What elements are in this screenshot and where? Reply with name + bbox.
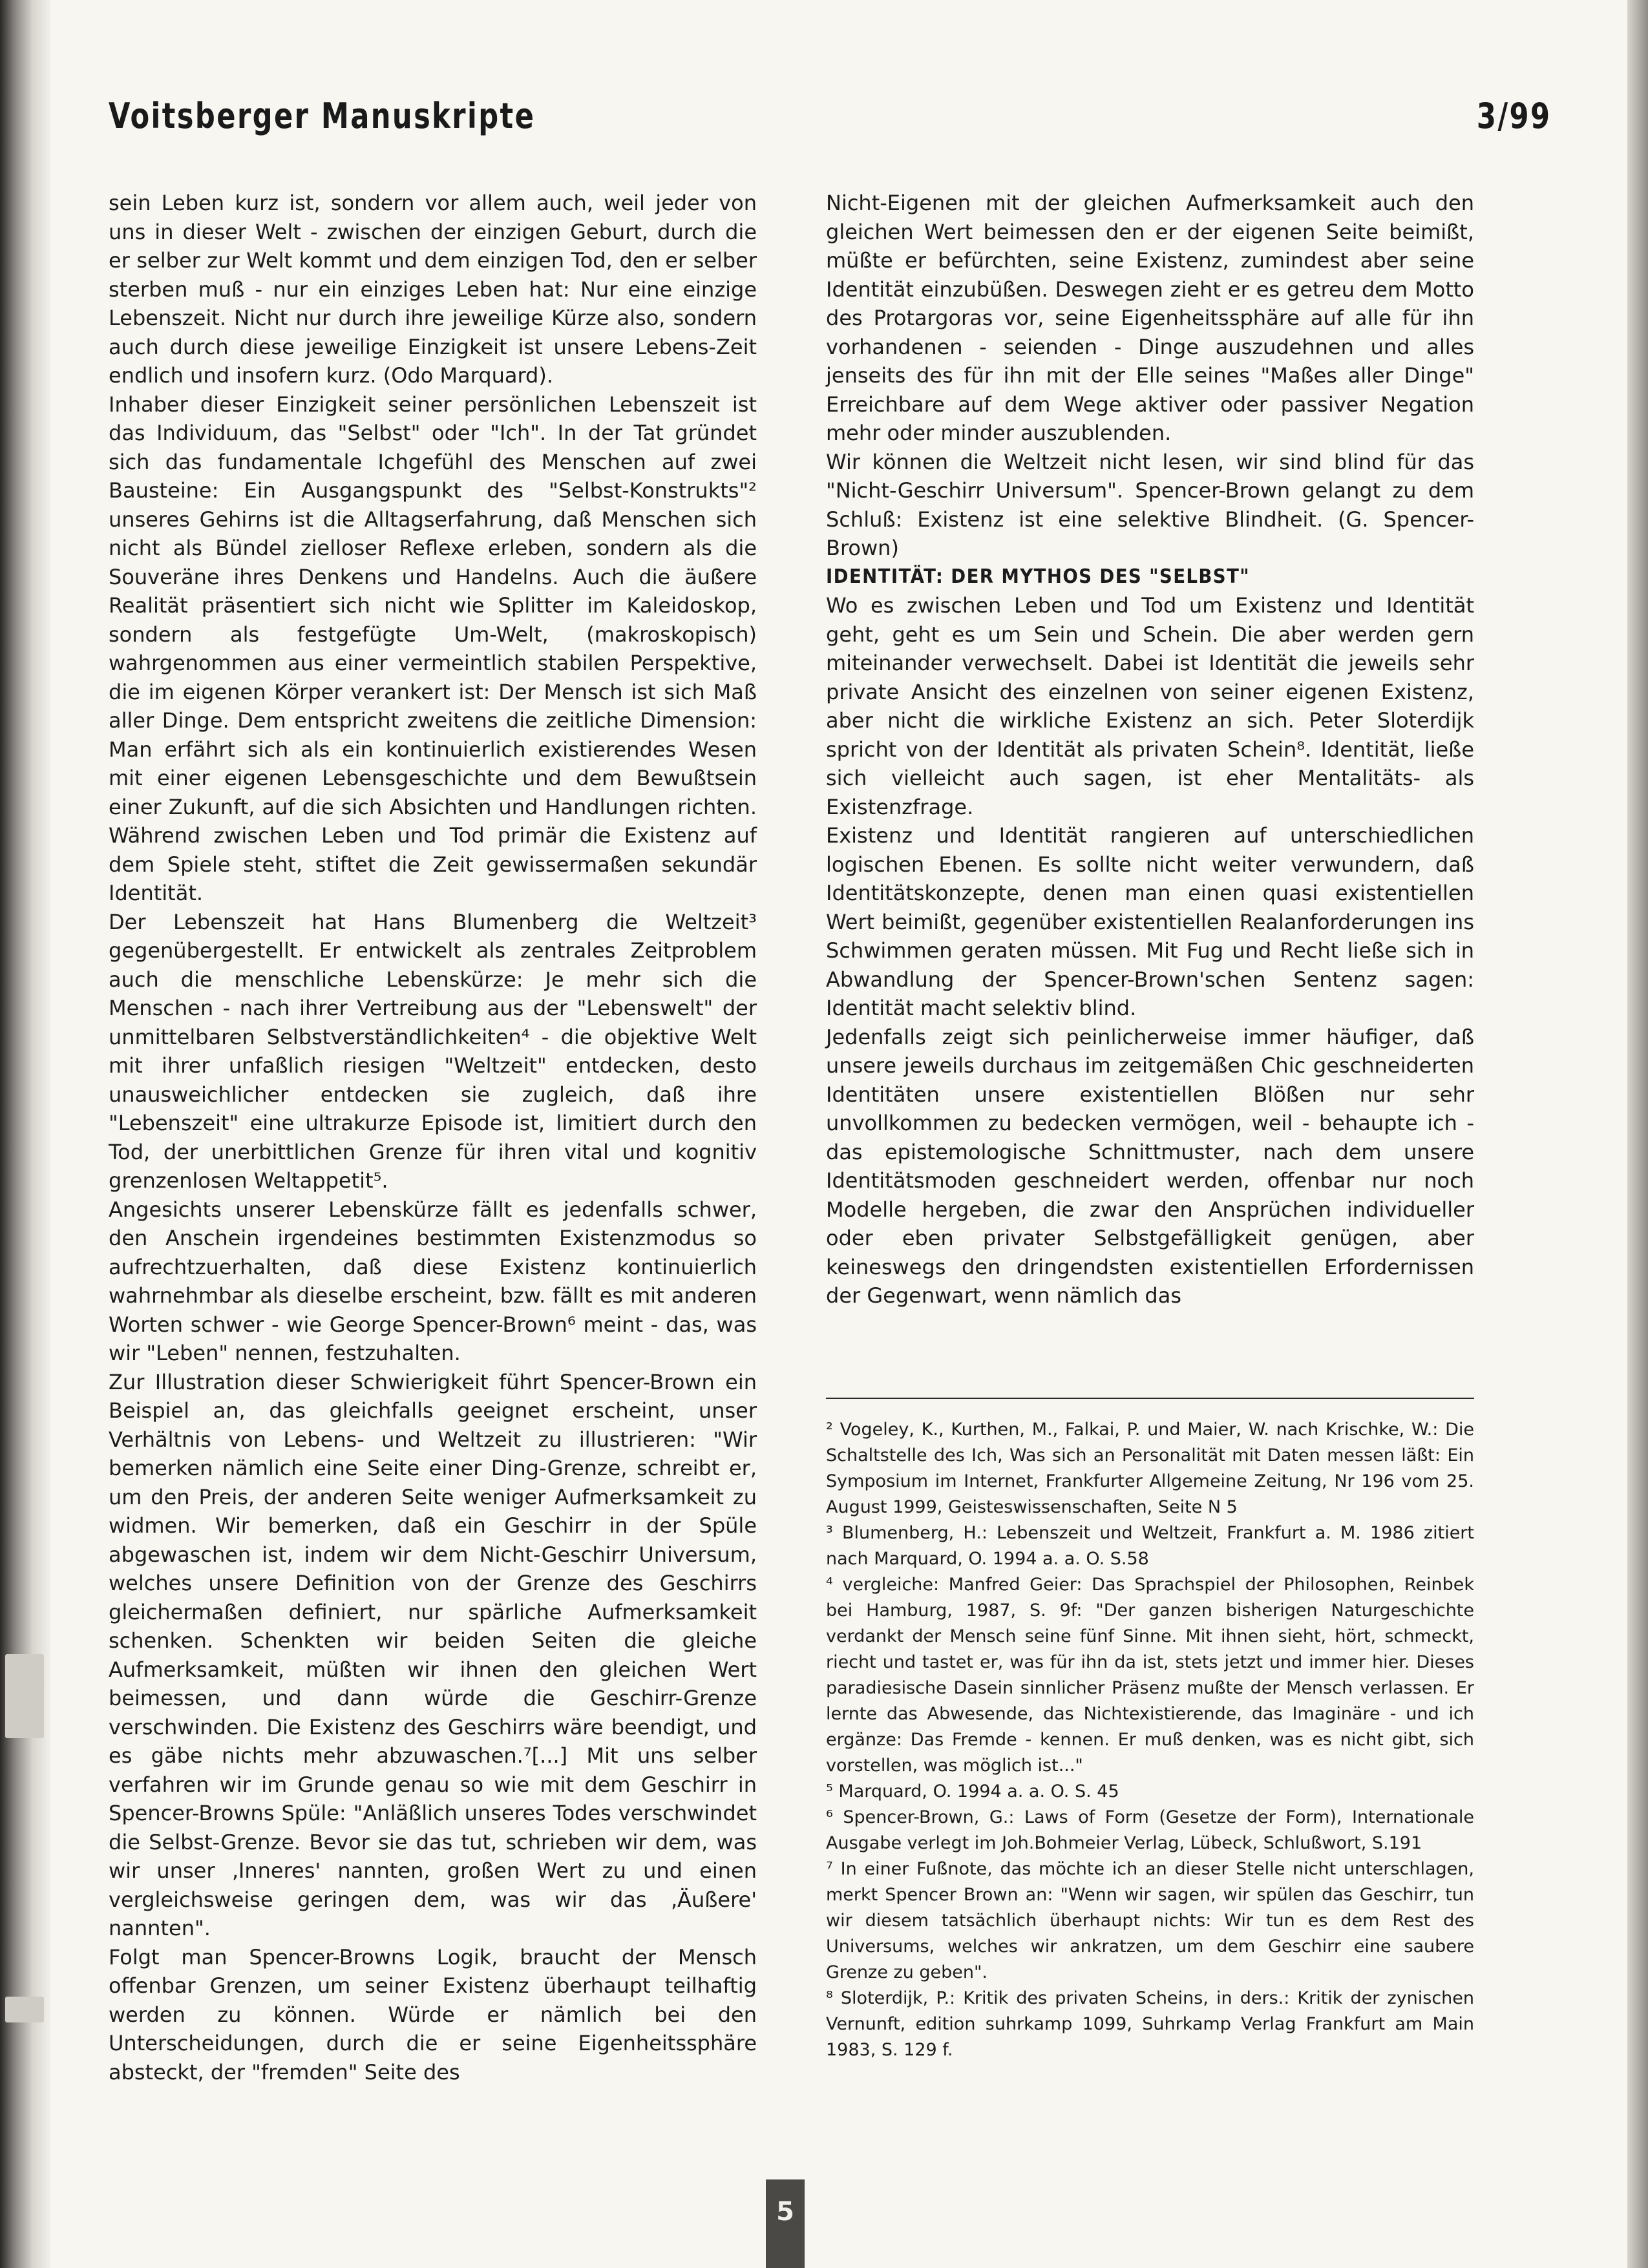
page-edge: [1627, 0, 1648, 2268]
footnote-divider: [826, 1398, 1474, 1399]
right-column: [826, 189, 1474, 1310]
binding-clip: [5, 1654, 44, 1738]
footnote: ⁴ vergleiche: Manfred Geier: Das Sprachspiel der Philosophen, Reinbek bei Hamburg, 1987, S. 9f: "Der ganzen bisherigen Naturgeschichte verdankt der Mensch seine fünf Sinne. Mit ihnen sieht, hört, schmeckt, riecht und tastet er, was für ihn da ist, stets jetzt und immer hier. Dieses paradiesische Dasein sinnlicher Präsenz mußte der Mensch verlassen. Er lernte das Abwesende, das Nichtexistierende, das Imaginäre - und ich ergänze: Das Fremde - kennen. Er muß denken, was es nicht gibt, sich vorstellen, was möglich ist...": [826, 1575, 1474, 1776]
page-number: 5: [766, 2179, 805, 2268]
paragraph: Jedenfalls zeigt sich peinlicherweise immer häufiger, daß unsere jeweils durchaus im zeitgemäßen Chic geschneiderten Identitäten unsere existentiellen Blößen nur sehr unvollkommen zu bedecken vermögen, weil - behaupte ich - das epistemologische Schnittmuster, nach dem unsere Identitätsmoden geschneidert werden, offenbar nur noch Modelle hergeben, die zwar den Ansprüchen individueller oder eben privater Selbstgefälligkeit genügen, aber keineswegs den dringendsten existentiellen Erfordernissen der Gegenwart, wenn nämlich das: [826, 1024, 1474, 1308]
paragraph: Nicht-Eigenen mit der gleichen Aufmerksamkeit auch den gleichen Wert beimessen den er der eigenen Seite beimißt, müßte er befürchten, seine Existenz, zumindest aber seine Identität einzubüßen. Deswegen zieht er es getreu dem Motto des Protargoras vor, seine Eigenheitssphäre auf alle für ihn vorhandenen - seienden - Dinge auszudehnen und alles jenseits des für ihn mit der Elle seines "Maßes aller Dinge" Erreichbare auf dem Wege aktiver oder passiver Negation mehr oder minder auszublenden.: [826, 191, 1474, 445]
paragraph: Der Lebenszeit hat Hans Blumenberg die Weltzeit³ gegenübergestellt. Er entwickelt als zentrales Zeitproblem auch die menschliche Lebenskürze: Je mehr sich die Menschen - nach ihrer Vertreibung aus der "Lebenswelt" der unmittelbaren Selbstverständlichkeiten⁴ - die objektive Welt mit ihrer unfaßlich riesigen "Weltzeit" entdecken, desto unausweichlicher entdecken sie zugleich, daß ihre "Lebenszeit" eine ultrakurze Episode ist, limitiert durch den Tod, der unerbittlichen Grenze für ihren vital und kognitiv grenzenlosen Weltappetit⁵.: [109, 909, 757, 1193]
footnote: ⁶ Spencer-Brown, G.: Laws of Form (Gesetze der Form), Internationale Ausgabe verlegt im Joh.Bohmeier Verlag, Lübeck, Schlußwort, S.191: [826, 1807, 1474, 1853]
paragraph: Inhaber dieser Einzigkeit seiner persönlichen Lebenszeit ist das Individuum, das "Selbst" oder "Ich". In der Tat gründet sich das fundamentale Ichgefühl des Menschen auf zwei Bausteine: Ein Ausgangspunkt des "Selbst-Konstrukts"² unseres Gehirns ist die Alltagserfahrung, daß Menschen sich nicht als Bündel zielloser Reflexe erleben, sondern als die Souveräne ihres Denkens und Handelns. Auch die äußere Realität präsentiert sich nicht wie Splitter im Kaleidoskop, sondern als festgefügte Um-Welt, (makroskopisch) wahrgenommen aus einer vermeintlich stabilen Perspektive, die im eigenen Körper verankert ist: Der Mensch ist sich Maß aller Dinge. Dem entspricht zweitens die zeitliche Dimension: Man erfährt sich als ein kontinuierlich existierendes Wesen mit einer eigenen Lebensgeschichte und dem Bewußtsein einer Zukunft, auf die sich Absichten und Handlungen richten. Während zwischen Leben und Tod primär die Existenz auf dem Spiele steht, stiftet die Zeit gewissermaßen sekundär Identität.: [109, 392, 757, 905]
section-heading: IDENTITÄT: DER MYTHOS DES "SELBST": [826, 565, 1251, 588]
paragraph: Wir können die Weltzeit nicht lesen, wir sind blind für das "Nicht-Geschirr Universum". Spencer-Brown gelangt zu dem Schluß: Existenz ist eine selektive Blindheit. (G. Spencer-Brown): [826, 449, 1474, 560]
left-column: [109, 189, 757, 2086]
footnote: ⁸ Sloterdijk, P.: Kritik des privaten Scheins, in ders.: Kritik der zynischen Vernunft, edition suhrkamp 1099, Suhrkamp Verlag Frankfurt am Main 1983, S. 129 f.: [826, 1988, 1474, 2060]
footnote: ⁵ Marquard, O. 1994 a. a. O. S. 45: [826, 1781, 1119, 1801]
journal-title: Voitsberger Manuskripte: [109, 96, 536, 136]
book-binding: [0, 0, 50, 2268]
issue-number: 3/99: [1476, 96, 1551, 136]
paragraph: Existenz und Identität rangieren auf unterschiedlichen logischen Ebenen. Es sollte nicht weiter verwundern, daß Identitätskonzepte, denen man einen quasi existentiellen Wert beimißt, gegenüber existentiellen Realanforderungen ins Schwimmen geraten müssen. Mit Fug und Recht ließe sich in Abwandlung der Spencer-Brown'schen Sentenz sagen: Identität macht selektiv blind.: [826, 823, 1474, 1020]
paragraph: Folgt man Spencer-Browns Logik, braucht der Mensch offenbar Grenzen, um seiner Existenz überhaupt teilhaftig werden zu können. Würde er nämlich bei den Unterscheidungen, durch die er seine Eigenheitssphäre absteckt, der "fremden" Seite des: [109, 1944, 757, 2084]
paragraph: Wo es zwischen Leben und Tod um Existenz und Identität geht, geht es um Sein und Schein. Die aber werden gern miteinander verwechselt. Dabei ist Identität die jeweils sehr private Ansicht des einzelnen von seiner eigenen Existenz, aber nicht die wirkliche Existenz an sich. Peter Sloterdijk spricht von der Identität als privaten Schein⁸. Identität, ließe sich vielleicht auch sagen, ist eher Mentalitäts- als Existenzfrage.: [826, 593, 1474, 819]
paragraph: Angesichts unserer Lebenskürze fällt es jedenfalls schwer, den Anschein irgendeines bestimmten Existenzmodus so aufrechtzuerhalten, daß diese Existenz kontinuierlich wahrnehmbar als dieselbe erscheint, bzw. fällt es mit anderen Worten schwer - wie George Spencer-Brown⁶ meint - das, was wir "Leben" nennen, festzuhalten.: [109, 1197, 757, 1365]
paragraph: Zur Illustration dieser Schwierigkeit führt Spencer-Brown ein Beispiel an, das gleichfalls geeignet erscheint, unser Verhältnis von Lebens- und Weltzeit zu illustrieren: "Wir bemerken nämlich eine Seite einer Ding-Grenze, schreibt er, um den Preis, der anderen Seite weniger Aufmerksamkeit zu widmen. Wir bemerken, daß ein Geschirr in der Spüle abgewaschen ist, indem wir dem Nicht-Geschirr Universum, welches unsere Definition von der Grenze des Geschirrs gleichermaßen definiert, nur spärliche Aufmerksamkeit schenken. Schenkten wir beiden Seiten die gleiche Aufmerksamkeit, müßten wir ihnen den gleichen Wert beimessen, und dann würde die Geschirr-Grenze verschwinden. Die Existenz des Geschirrs wäre beendigt, und es gäbe nichts mehr abzuwaschen.⁷[...] Mit uns selber verfahren wir im Grunde genau so wie mit dem Geschirr in Spencer-Browns Spüle: "Anläßlich unseres Todes verschwindet die Selbst-Grenze. Bevor sie das tut, schrieben wir dem, was wir unser ‚Inneres' nannten, großen Wert zu und einen vergleichsweise geringen dem, was wir das ‚Äußere' nannten".: [109, 1369, 757, 1940]
paragraph: sein Leben kurz ist, sondern vor allem auch, weil jeder von uns in dieser Welt - zwischen der einzigen Geburt, durch die er selber zur Welt kommt und dem einzigen Tod, den er selber sterben muß - nur ein einziges Leben hat: Nur eine einzige Lebenszeit. Nicht nur durch ihre jeweilige Kürze also, sondern auch durch diese jeweilige Einzigkeit ist unsere Lebens-Zeit endlich und insofern kurz. (Odo Marquard).: [109, 191, 757, 388]
binding-clip: [5, 1997, 44, 2022]
footnotes: [826, 1417, 1474, 2063]
footnote: ² Vogeley, K., Kurthen, M., Falkai, P. und Maier, W. nach Krischke, W.: Die Schaltstelle des Ich, Was sich an Personalität mit Daten messen läßt: Ein Symposium im Internet, Frankfurter Allgemeine Zeitung, Nr 196 vom 25. August 1999, Geisteswissenschaften, Seite N 5: [826, 1420, 1474, 1517]
footnote: ⁷ In einer Fußnote, das möchte ich an dieser Stelle nicht unterschlagen, merkt Spencer Brown an: "Wenn wir sagen, wir spülen das Geschirr, tun wir diesem tatsächlich überhaupt nichts: Wir tun es dem Rest des Universums, welches wir ankratzen, um dem Geschirr eine saubere Grenze zu geben".: [826, 1859, 1474, 1982]
running-header: [109, 96, 1551, 147]
footnote: ³ Blumenberg, H.: Lebenszeit und Weltzeit, Frankfurt a. M. 1986 zitiert nach Marquard, O. 1994 a. a. O. S.58: [826, 1523, 1474, 1569]
